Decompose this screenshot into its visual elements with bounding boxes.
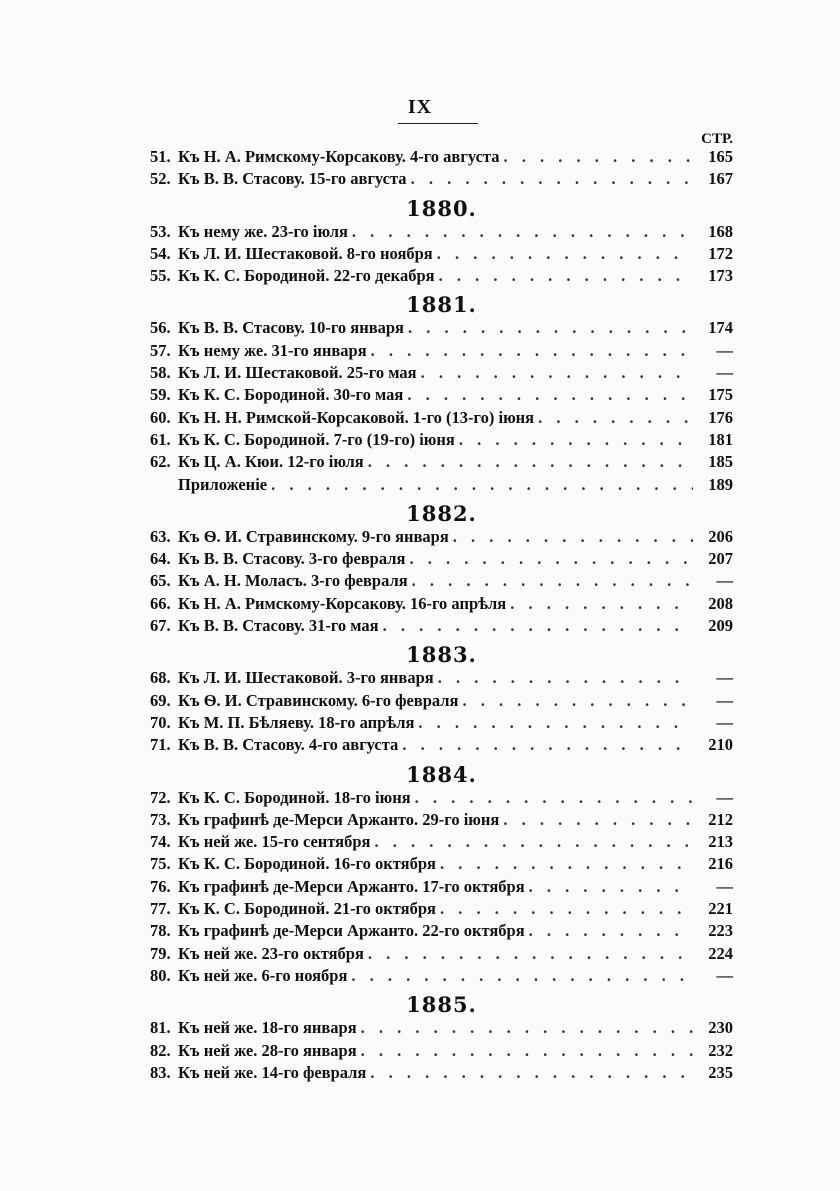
toc-entry xyxy=(150,265,733,287)
entry-title: Къ А. Н. Моласъ. 3-го февраля xyxy=(178,571,408,591)
entry-title: Къ М. П. Бѣляеву. 18-го апрѣля xyxy=(178,712,415,732)
entry-number: 71. xyxy=(150,735,171,755)
entry-page: 175 xyxy=(708,385,733,405)
dot-leader xyxy=(510,593,693,615)
toc-entry xyxy=(150,168,733,190)
entry-page: — xyxy=(716,668,733,688)
toc-entry xyxy=(150,384,733,406)
entry-page: 167 xyxy=(708,169,733,189)
toc-entry xyxy=(150,362,733,384)
entry-number: 65. xyxy=(150,571,171,591)
entry-page: 221 xyxy=(708,899,733,919)
entry-page: 174 xyxy=(708,318,733,338)
entry-title: Къ К. С. Бородиной. 30-го мая xyxy=(178,385,404,405)
toc-entry xyxy=(150,570,733,592)
entry-number: 52. xyxy=(150,169,171,189)
dot-leader xyxy=(368,943,693,965)
dot-leader xyxy=(439,265,693,287)
toc-entry xyxy=(150,853,733,875)
entry-number: 55. xyxy=(150,266,171,286)
entry-page: 235 xyxy=(708,1062,733,1082)
entry-page: 207 xyxy=(708,549,733,569)
year-heading: 1883. xyxy=(406,642,477,668)
entry-title: Къ Ѳ. И. Стравинскому. 6-го февраля xyxy=(178,690,459,710)
entry-number: 72. xyxy=(150,787,171,807)
entry-title: Къ нему же. 31-го января xyxy=(178,340,367,360)
toc-entry xyxy=(150,920,733,942)
dot-leader xyxy=(407,384,693,406)
toc-entry xyxy=(150,667,733,689)
entry-number: 51. xyxy=(150,147,171,166)
dot-leader xyxy=(529,920,693,942)
entry-number: 67. xyxy=(150,616,171,636)
entry-page: 189 xyxy=(708,474,733,494)
entry-number: 70. xyxy=(150,712,171,732)
dot-leader xyxy=(352,221,693,243)
entry-title: Къ В. В. Стасову. 31-го мая xyxy=(178,616,379,636)
entry-number: 78. xyxy=(150,921,171,941)
toc-entry xyxy=(150,474,733,496)
entry-page: 230 xyxy=(708,1018,733,1038)
toc-entry xyxy=(150,429,733,451)
toc-entry xyxy=(150,221,733,243)
entry-number: 62. xyxy=(150,452,171,472)
entry-number: 59. xyxy=(150,385,171,405)
entry-number: 69. xyxy=(150,690,171,710)
entry-number: 75. xyxy=(150,854,171,874)
entry-page: — xyxy=(716,690,733,710)
entry-number: 64. xyxy=(150,549,171,569)
entry-title: Къ Н. А. Римскому-Корсакову. 4-го августа xyxy=(178,147,500,166)
dot-leader xyxy=(503,146,693,168)
entry-number: 83. xyxy=(150,1062,171,1082)
entry-title: Къ Л. И. Шестаковой. 3-го января xyxy=(178,668,434,688)
entry-page: 232 xyxy=(708,1040,733,1060)
entry-page: 210 xyxy=(708,735,733,755)
entry-title: Къ В. В. Стасову. 15-го августа xyxy=(178,169,407,189)
toc-entry xyxy=(150,1040,733,1062)
entry-number: 56. xyxy=(150,318,171,338)
entry-number: 57. xyxy=(150,340,171,360)
entry-title: Къ К. С. Бородиной. 21-го октября xyxy=(178,899,436,919)
entry-title: Приложеніе xyxy=(178,474,268,494)
entry-page: — xyxy=(716,965,733,985)
toc-entry xyxy=(150,787,733,809)
dot-leader xyxy=(374,831,693,853)
entry-title: Къ Ѳ. И. Стравинскому. 9-го января xyxy=(178,526,449,546)
entry-title: Къ графинѣ де-Мерси Аржанто. 29-го іюня xyxy=(178,809,500,829)
dot-leader xyxy=(409,548,693,570)
table-of-contents xyxy=(150,146,733,1084)
entry-title: Къ Л. И. Шестаковой. 25-го мая xyxy=(178,363,417,383)
entry-title: Къ ней же. 28-го января xyxy=(178,1040,357,1060)
dot-leader xyxy=(408,317,693,339)
entry-number: 74. xyxy=(150,832,171,852)
dot-leader xyxy=(440,898,693,920)
header-rule xyxy=(398,123,478,124)
year-heading: 1885. xyxy=(406,992,477,1018)
entry-page: — xyxy=(716,787,733,807)
dot-leader xyxy=(370,1062,693,1084)
entry-title: Къ нему же. 23-го іюля xyxy=(178,221,348,241)
entry-number: 81. xyxy=(150,1018,171,1038)
entry-page: 181 xyxy=(708,429,733,449)
dot-leader xyxy=(361,1040,693,1062)
dot-leader xyxy=(437,243,693,265)
entry-title: Къ Н. Н. Римской-Корсаковой. 1-го (13-го) іюня xyxy=(178,407,535,427)
toc-entry xyxy=(150,712,733,734)
dot-leader xyxy=(462,690,693,712)
dot-leader xyxy=(371,340,693,362)
toc-entry xyxy=(150,243,733,265)
toc-entry xyxy=(150,451,733,473)
entry-number: 53. xyxy=(150,221,171,241)
page-number: IX xyxy=(407,96,433,118)
year-heading: 1884. xyxy=(406,761,477,787)
toc-entry xyxy=(150,943,733,965)
dot-leader xyxy=(421,362,693,384)
toc-entry xyxy=(150,593,733,615)
entry-page: 223 xyxy=(708,921,733,941)
entry-number: 68. xyxy=(150,668,171,688)
toc-entry xyxy=(150,340,733,362)
dot-leader xyxy=(361,1017,693,1039)
entry-number: 80. xyxy=(150,965,171,985)
dot-leader xyxy=(529,876,693,898)
entry-title: Къ графинѣ де-Мерси Аржанто. 17-го октября xyxy=(178,876,525,896)
toc-entry xyxy=(150,615,733,637)
entry-title: Къ В. В. Стасову. 3-го февраля xyxy=(178,549,406,569)
page-column-label: СТР. xyxy=(701,131,733,147)
entry-title: Къ графинѣ де-Мерси Аржанто. 22-го октября xyxy=(178,921,525,941)
entry-title: Къ Н. А. Римскому-Корсакову. 16-го апрѣля xyxy=(178,593,507,613)
dot-leader xyxy=(368,451,693,473)
dot-leader xyxy=(453,526,693,548)
entry-title: Къ К. С. Бородиной. 18-го іюня xyxy=(178,787,411,807)
entry-page: 209 xyxy=(708,616,733,636)
entry-number: 76. xyxy=(150,876,171,896)
year-heading: 1880. xyxy=(406,195,477,221)
year-heading: 1882. xyxy=(406,500,477,526)
entry-page: 212 xyxy=(708,809,733,829)
entry-title: Къ Л. И. Шестаковой. 8-го ноября xyxy=(178,243,433,263)
dot-leader xyxy=(412,570,693,592)
year-heading: 1881. xyxy=(406,292,477,318)
dot-leader xyxy=(271,474,693,496)
toc-entry xyxy=(150,965,733,987)
toc-entry xyxy=(150,317,733,339)
dot-leader xyxy=(503,809,693,831)
toc-entry xyxy=(150,1062,733,1084)
entry-page: — xyxy=(716,340,733,360)
toc-entry xyxy=(150,809,733,831)
dot-leader xyxy=(351,965,693,987)
entry-page: 165 xyxy=(708,147,733,166)
entry-page: 176 xyxy=(708,407,733,427)
toc-entry xyxy=(150,146,733,168)
toc-entry xyxy=(150,898,733,920)
dot-leader xyxy=(418,712,693,734)
entry-page: — xyxy=(716,876,733,896)
entry-number: 63. xyxy=(150,526,171,546)
entry-number: 60. xyxy=(150,407,171,427)
dot-leader xyxy=(415,787,693,809)
entry-page: 224 xyxy=(708,943,733,963)
entry-page: 213 xyxy=(708,832,733,852)
toc-entry xyxy=(150,548,733,570)
entry-number: 58. xyxy=(150,363,171,383)
entry-page: 185 xyxy=(708,452,733,472)
dot-leader xyxy=(440,853,693,875)
entry-title: Къ К. С. Бородиной. 16-го октября xyxy=(178,854,436,874)
entry-page: 173 xyxy=(708,266,733,286)
entry-number: 66. xyxy=(150,593,171,613)
entry-page: — xyxy=(716,363,733,383)
entry-title: Къ В. В. Стасову. 4-го августа xyxy=(178,735,399,755)
toc-entry xyxy=(150,690,733,712)
dot-leader xyxy=(459,429,693,451)
entry-title: Къ К. С. Бородиной. 7-го (19-го) іюня xyxy=(178,429,455,449)
dot-leader xyxy=(438,667,693,689)
entry-number: 77. xyxy=(150,899,171,919)
dot-leader xyxy=(538,407,693,429)
dot-leader xyxy=(411,168,693,190)
entry-page: 216 xyxy=(708,854,733,874)
entry-number: 79. xyxy=(150,943,171,963)
entry-page: — xyxy=(716,712,733,732)
entry-title: Къ Ц. А. Кюи. 12-го іюля xyxy=(178,452,364,472)
entry-page: 172 xyxy=(708,243,733,263)
toc-entry xyxy=(150,734,733,756)
entry-number: 82. xyxy=(150,1040,171,1060)
toc-entry xyxy=(150,876,733,898)
toc-entry xyxy=(150,831,733,853)
entry-page: 208 xyxy=(708,593,733,613)
entry-page: 168 xyxy=(708,221,733,241)
entry-title: Къ ней же. 18-го января xyxy=(178,1018,357,1038)
dot-leader xyxy=(383,615,693,637)
entry-title: Къ К. С. Бородиной. 22-го декабря xyxy=(178,266,435,286)
toc-entry xyxy=(150,526,733,548)
entry-title: Къ ней же. 14-го февраля xyxy=(178,1062,367,1082)
entry-title: Къ В. В. Стасову. 10-го января xyxy=(178,318,404,338)
entry-title: Къ ней же. 6-го ноября xyxy=(178,965,348,985)
dot-leader xyxy=(402,734,693,756)
entry-number: 73. xyxy=(150,809,171,829)
entry-title: Къ ней же. 23-го октября xyxy=(178,943,364,963)
entry-number: 61. xyxy=(150,429,171,449)
toc-entry xyxy=(150,1017,733,1039)
entry-number: 54. xyxy=(150,243,171,263)
entry-title: Къ ней же. 15-го сентября xyxy=(178,832,371,852)
entry-page: 206 xyxy=(708,526,733,546)
toc-entry xyxy=(150,407,733,429)
entry-page: — xyxy=(716,571,733,591)
